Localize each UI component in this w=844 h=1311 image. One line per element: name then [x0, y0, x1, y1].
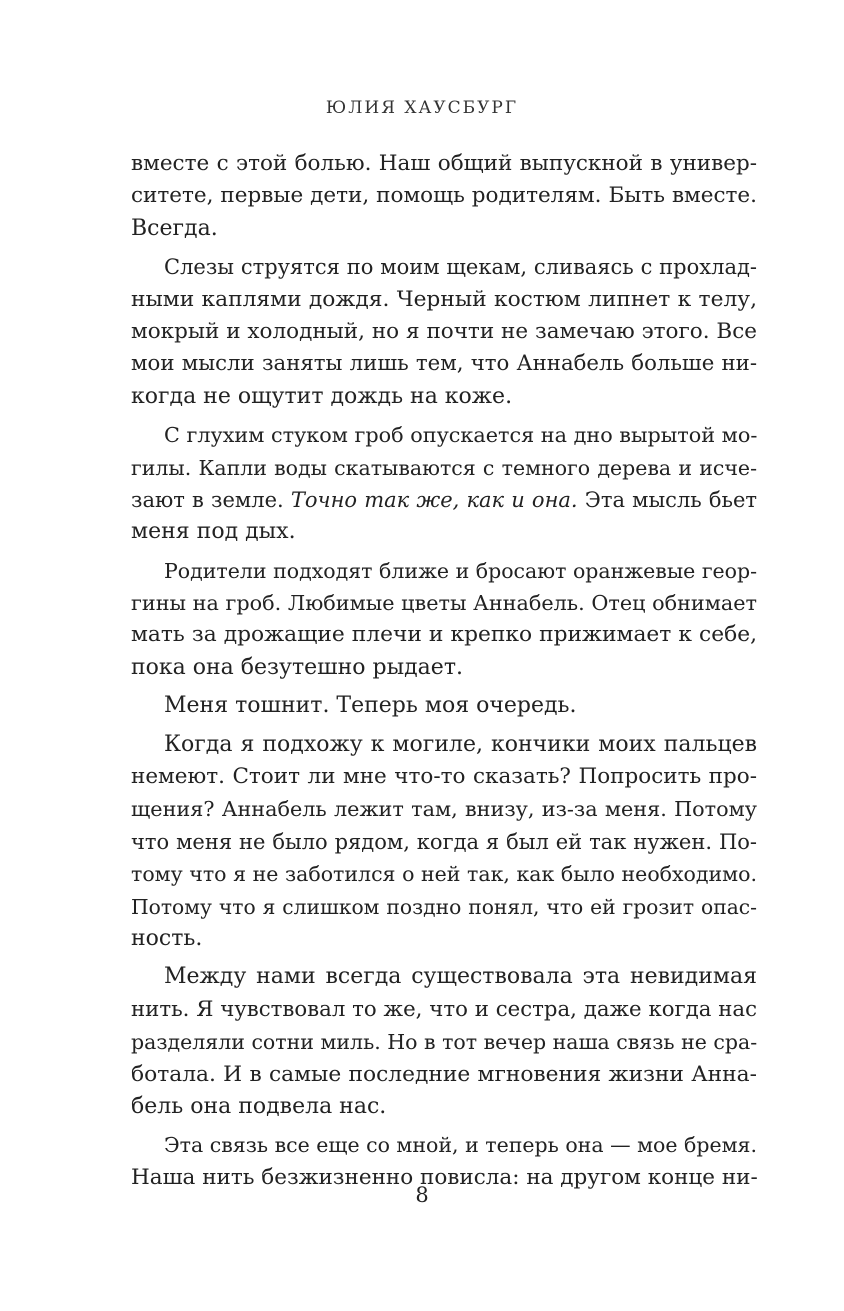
- text-line: гилы. Капли воды скатываются с темного дерева и исче-: [131, 455, 757, 480]
- page-number: 8: [415, 1183, 429, 1207]
- text-line: ными каплями дождя. Черный костюм липнет к телу,: [131, 286, 757, 312]
- text-line: ботала. И в самые последние мгновения жизни Анна-: [131, 1061, 757, 1087]
- text-line: пока она безутешно рыдает.: [131, 654, 463, 680]
- text-line: Потому что я слишком поздно понял, что ей грозит опас-: [131, 894, 757, 919]
- text-line: меня под дых.: [131, 519, 296, 545]
- text-line: тому что я не заботился о ней так, как было необходимо.: [131, 862, 757, 887]
- text-line: Слезы струятся по моим щекам, сливаясь с прохлад-: [164, 255, 757, 280]
- text-line: нить. Я чувствовал то же, что и сестра, даже когда нас: [131, 996, 757, 1022]
- text-line: Родители подходят ближе и бросают оранжевые геор-: [164, 558, 758, 583]
- text-line: гины на гроб. Любимые цветы Аннабель. Отец обнимает: [131, 591, 757, 616]
- text-line: ность.: [131, 925, 203, 951]
- text-line: Наша нить безжизненно повисла: на другом конце ни-: [131, 1164, 758, 1190]
- body-text: [131, 148, 757, 1194]
- text-line: вместе с этой болью. Наш общий выпускной в универ-: [131, 151, 757, 176]
- text-line: немеют. Стоит ли мне что-то сказать? Попросить про-: [131, 764, 757, 790]
- italic-text: Точно так же, как и она.: [290, 487, 578, 512]
- text-line: мои мысли заняты лишь тем, что Аннабель больше ни-: [131, 351, 757, 377]
- text-line: Между нами всегда существовала эта невидимая: [164, 964, 757, 990]
- text-line: что меня не было рядом, когда я был ей так нужен. По-: [131, 829, 757, 854]
- text-line: разделяли сотни миль. Но в тот вечер наша связь не сра-: [131, 1030, 758, 1055]
- text-line: Всегда.: [131, 215, 218, 241]
- text-line: Меня тошнит. Теперь моя очередь.: [164, 693, 577, 719]
- text-line: Эта связь все еще со мной, и теперь она — мое бремя.: [164, 1133, 758, 1158]
- text-line: Когда я подхожу к могиле, кончики моих пальцев: [164, 731, 757, 757]
- text-segment: Эта мысль бьет: [584, 487, 757, 512]
- running-head: ЮЛИЯ ХАУСБУРГ: [325, 98, 519, 118]
- text-line: С глухим стуком гроб опускается на дно вырытой мо-: [164, 423, 758, 448]
- text-line: бель она подвела нас.: [131, 1093, 387, 1119]
- text-line-mixed: [131, 484, 757, 516]
- text-line: щения? Аннабель лежит там, внизу, из-за меня. Потому: [131, 797, 757, 822]
- text-line: ситете, первые дети, помощь родителям. Быть вместе.: [131, 183, 757, 209]
- text-line: когда не ощутит дождь на коже.: [131, 383, 513, 409]
- text-segment: зают в земле.: [131, 487, 284, 512]
- text-line: мокрый и холодный, но я почти не замечаю этого. Все: [131, 318, 757, 344]
- text-line: мать за дрожащие плечи и крепко прижимает к себе,: [131, 622, 757, 648]
